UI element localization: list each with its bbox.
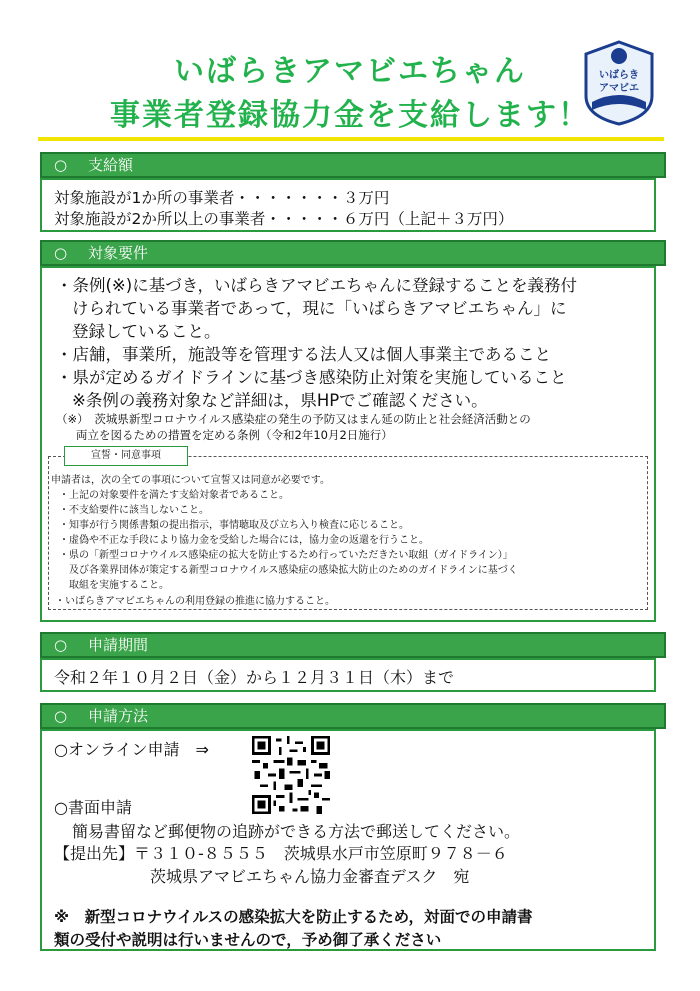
oath-line: 申請者は，次の全ての事項について宣誓又は同意が必要です。: [51, 475, 330, 486]
qr-code[interactable]: [252, 736, 330, 814]
section-heading-amount: [40, 152, 666, 178]
application-period: 令和２年１０月２日（金）から１２月３１日（木）まで: [54, 668, 455, 687]
requirement-line: 登録していること。: [72, 322, 221, 341]
submission-address: 【提出先】〒３１０-８５５５ 茨城県水戸市笠原町９７８－６: [54, 844, 508, 863]
oath-line: ・知事が行う関係書類の提出指示，事情聴取及び立ち入り検査に応じること。: [59, 520, 409, 531]
section-heading-method: [40, 703, 666, 729]
heading-bullet: ○: [54, 707, 68, 725]
oath-line: 及び各業界団体が策定する新型コロナウイルス感染症の感染拡大防止のためのガイドラインに基づく: [69, 565, 518, 576]
page-subtitle: 事業者登録協力金を支給します！: [110, 98, 590, 133]
page-title: いばらきアマビエちゃん: [174, 54, 526, 89]
heading-label: 申請方法: [88, 707, 149, 725]
heading-label: 申請期間: [88, 636, 149, 654]
oath-line: ・上記の対象要件を満たす支給対象者であること。: [59, 490, 289, 501]
requirement-line: ・県が定めるガイドラインに基づき感染防止対策を実施していること: [56, 368, 567, 387]
oath-line: ・いばらきアマビエちゃんの利用登録の推進に協力すること。: [55, 596, 335, 607]
ordinance-note-1: （※） 茨城県新型コロナウイルス感染症の発生の予防又はまん延の防止と社会経済活動との: [56, 412, 531, 426]
oath-line: ・不支給要件に該当しないこと。: [59, 505, 209, 516]
oath-line: ・県の「新型コロナウイルス感染症の拡大を防止するため行っていただきたい取組（ガイドライン）」: [59, 550, 513, 561]
requirement-note: ※条例の義務対象など詳細は，県HPでご確認ください。: [72, 391, 488, 410]
paper-application: ○書面申請: [54, 798, 132, 817]
section-heading-requirements: [40, 240, 666, 266]
section-body-amount: [40, 178, 656, 232]
svg-text:いばらき: いばらき: [599, 70, 639, 81]
heading-bullet: ○: [54, 244, 68, 262]
requirement-line: ・条例(※)に基づき，いばらきアマビエちゃんに登録することを義務付: [56, 276, 578, 295]
notice-line-2: 類の受付や説明は行いませんので，予め御了承ください: [54, 931, 442, 949]
section-body-period: [40, 658, 656, 692]
heading-bullet: ○: [54, 156, 68, 174]
oath-line: ・虚偽や不正な手段により協力金を受給した場合には，協力金の返還を行うこと。: [59, 535, 429, 546]
svg-text:アマビエ: アマビエ: [599, 83, 639, 94]
amount-line-2: 対象施設が2か所以上の事業者・・・・・６万円（上記＋３万円）: [54, 210, 514, 228]
oath-line: 取組を実施すること。: [69, 580, 169, 591]
amount-line-1: 対象施設が1か所の事業者・・・・・・・３万円: [54, 189, 390, 207]
amabie-logo: [578, 38, 660, 126]
heading-bullet: ○: [54, 636, 68, 654]
paper-application-desc: 簡易書留など郵便物の追跡ができる方法で郵送してください。: [72, 822, 521, 841]
section-heading-period: [40, 632, 666, 658]
submission-recipient: 茨城県アマビエちゃん協力金審査デスク 宛: [150, 867, 470, 886]
requirement-line: ・店舗，事業所，施設等を管理する法人又は個人事業主であること: [56, 345, 551, 364]
oath-box: [48, 456, 648, 610]
heading-label: 対象要件: [88, 244, 149, 262]
section-body-method: [40, 729, 656, 951]
online-application: ○オンライン申請 ⇒: [54, 740, 209, 759]
oath-label: 宣誓・同意事項: [64, 446, 188, 466]
heading-label: 支給額: [88, 156, 134, 174]
title-underline: [38, 137, 664, 141]
notice-line-1: ※ 新型コロナウイルスの感染拡大を防止するため，対面での申請書: [54, 908, 533, 926]
ordinance-note-2: 両立を図るための措置を定める条例（令和2年10月2日施行）: [76, 428, 393, 442]
requirement-line: けられている事業者であって，現に「いばらきアマビエちゃん」に: [72, 299, 567, 318]
